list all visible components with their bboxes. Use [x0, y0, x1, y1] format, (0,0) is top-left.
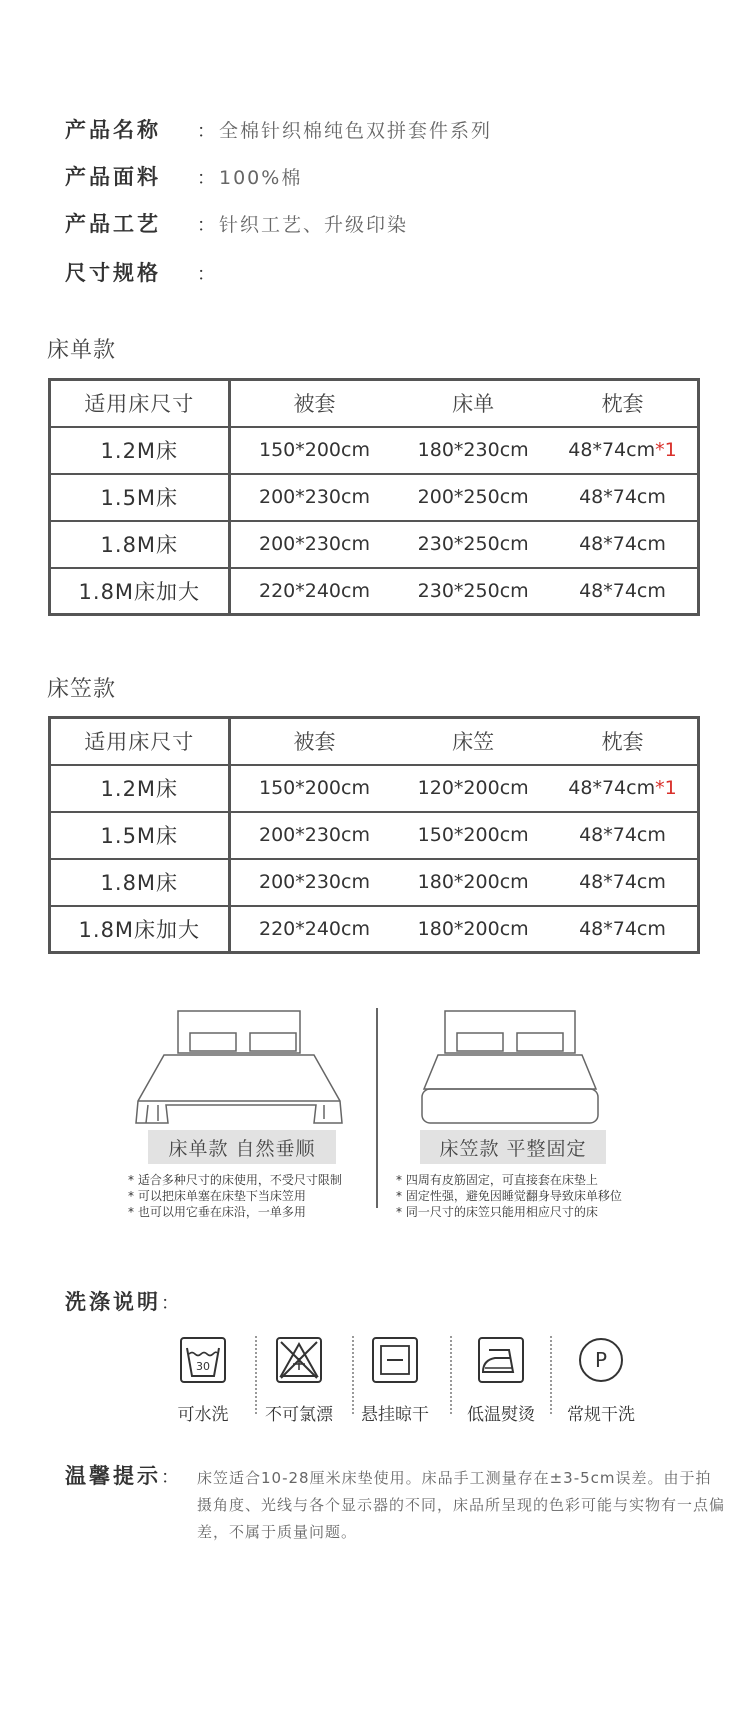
- wash-label: 常规干洗: [567, 1405, 635, 1425]
- hang-dry-icon: [371, 1336, 419, 1384]
- pillow-cell: [548, 765, 699, 812]
- tips-title: [65, 1460, 182, 1490]
- info-label: 产品面料: [65, 165, 161, 189]
- header-cell: 枕套: [548, 718, 699, 765]
- duvet-cell: 220*240cm: [258, 579, 370, 602]
- tips-title-text: 温馨提示: [65, 1464, 161, 1488]
- section-title-sheet: 床单款: [47, 338, 117, 363]
- info-label: 尺寸规格: [65, 261, 161, 285]
- note-line: * 可以把床单塞在床垫下当床笠用: [128, 1189, 306, 1203]
- wash-item-no-bleach: [254, 1336, 344, 1425]
- size-table-fitted: [48, 716, 700, 954]
- sheet-cell: 200*250cm: [398, 474, 548, 521]
- washing-title-text: 洗涤说明: [65, 1290, 161, 1314]
- info-colon: ：: [197, 264, 215, 285]
- note-line: * 同一尺寸的床笠只能用相应尺寸的床: [396, 1205, 598, 1219]
- info-value: 针织工艺、升级印染: [219, 214, 409, 236]
- dotted-divider: [450, 1336, 452, 1414]
- pillow-value: 48*74cm: [568, 777, 656, 799]
- size-cell: 1.8M床加大: [50, 568, 230, 615]
- table-header-row: [50, 380, 699, 427]
- wash-30-icon: [179, 1336, 227, 1384]
- iron-low-icon: [477, 1336, 525, 1384]
- wash-label: 悬挂晾干: [361, 1405, 429, 1425]
- pillow-cell: 48*74cm: [579, 917, 666, 940]
- pillow-cell: 48*74cm: [548, 521, 699, 568]
- info-row-fabric: [65, 161, 302, 191]
- size-cell: 1.5M床: [50, 812, 230, 859]
- info-row-name: [65, 114, 492, 144]
- duvet-cell: 220*240cm: [258, 917, 370, 940]
- note-line: * 适合多种尺寸的床使用，不受尺寸限制: [128, 1173, 342, 1187]
- header-cell: 被套: [229, 718, 398, 765]
- washing-title: [65, 1286, 182, 1316]
- dotted-divider: [550, 1336, 552, 1414]
- wash-label: 可水洗: [177, 1405, 229, 1425]
- pillow-cell: 48*74cm: [579, 579, 666, 602]
- pillow-cell: [548, 427, 699, 474]
- table-row: [50, 859, 699, 906]
- wash-item-hang-dry: [350, 1336, 440, 1425]
- table-row: [50, 765, 699, 812]
- info-row-craft: [65, 208, 408, 238]
- header-cell: 适用床尺寸: [50, 380, 230, 427]
- size-table-sheet: [48, 378, 700, 616]
- duvet-cell: 150*200cm: [229, 765, 398, 812]
- duvet-cell: 200*230cm: [229, 474, 398, 521]
- fitted-cell: 180*200cm: [417, 917, 529, 940]
- fitted-sheet-bed-illustration: [410, 1005, 610, 1135]
- wash-item-low-iron: [456, 1336, 546, 1425]
- wash-item-machine-wash: [158, 1336, 248, 1425]
- section-title-fitted: 床笠款: [47, 677, 117, 702]
- table-row: [50, 812, 699, 859]
- size-cell: 1.2M床: [50, 427, 230, 474]
- header-cell: 床笠: [398, 718, 548, 765]
- flat-sheet-bed-illustration: [128, 1005, 364, 1135]
- dry-clean-p-icon: [577, 1336, 625, 1384]
- fitted-cell: 180*200cm: [398, 859, 548, 906]
- wash-label: 不可氯漂: [265, 1405, 333, 1425]
- note-line: * 固定性强，避免因睡觉翻身导致床单移位: [396, 1189, 622, 1203]
- info-colon: ：: [197, 215, 215, 236]
- notes-flat-sheet: [128, 1172, 358, 1220]
- fitted-cell: 120*200cm: [398, 765, 548, 812]
- size-cell: 1.5M床: [50, 474, 230, 521]
- info-row-size: [65, 257, 215, 287]
- note-line: * 四周有皮筋固定，可直接套在床垫上: [396, 1173, 598, 1187]
- sheet-cell: 230*250cm: [417, 579, 529, 602]
- wash-temp-text: 30: [196, 1360, 210, 1373]
- pillow-cell: 48*74cm: [548, 474, 699, 521]
- caption-fitted-sheet: 床笠款 平整固定: [420, 1130, 606, 1164]
- quantity-mark: *1: [655, 439, 677, 461]
- size-cell: 1.8M床: [50, 521, 230, 568]
- info-label: 产品工艺: [65, 212, 161, 236]
- pillow-value: 48*74cm: [568, 439, 656, 461]
- header-cell: 枕套: [548, 380, 699, 427]
- fitted-cell: 150*200cm: [398, 812, 548, 859]
- info-value: 100%棉: [219, 167, 303, 189]
- table-row: [50, 427, 699, 474]
- washing-colon: ：: [161, 1293, 182, 1314]
- duvet-cell: 150*200cm: [229, 427, 398, 474]
- info-label: 产品名称: [65, 118, 161, 142]
- duvet-cell: 200*230cm: [229, 521, 398, 568]
- table-row: [50, 521, 699, 568]
- tips-colon: ：: [161, 1467, 182, 1488]
- size-cell: 1.8M床: [50, 859, 230, 906]
- header-cell: 床单: [398, 380, 548, 427]
- notes-fitted-sheet: [396, 1172, 656, 1220]
- size-cell: 1.8M床加大: [50, 906, 230, 953]
- table-row: [50, 906, 699, 953]
- tips-text: 床笠适合10-28厘米床垫使用。床品手工测量存在±3-5cm误差。由于拍摄角度、光线与各个显示器的不同，床品所呈现的色彩可能与实物有一点偏差，不属于质量问题。: [197, 1469, 726, 1541]
- sheet-cell: 230*250cm: [398, 521, 548, 568]
- wash-item-dry-clean: [556, 1336, 646, 1425]
- illustration-divider: [376, 1008, 378, 1208]
- pillow-cell: 48*74cm: [548, 812, 699, 859]
- size-cell: 1.2M床: [50, 765, 230, 812]
- info-colon: ：: [197, 168, 215, 189]
- table-row: [50, 474, 699, 521]
- no-bleach-icon: [275, 1336, 323, 1384]
- table-header-row: [50, 718, 699, 765]
- caption-flat-sheet: 床单款 自然垂顺: [148, 1130, 336, 1164]
- quantity-mark: *1: [655, 777, 677, 799]
- dry-clean-letter: P: [594, 1348, 608, 1372]
- info-value: 全棉针织棉纯色双拼套件系列: [219, 120, 493, 142]
- duvet-cell: 200*230cm: [229, 859, 398, 906]
- sheet-cell: 180*230cm: [398, 427, 548, 474]
- info-colon: ：: [197, 121, 215, 142]
- header-cell: 适用床尺寸: [50, 718, 230, 765]
- note-line: * 也可以用它垂在床沿，一单多用: [128, 1205, 306, 1219]
- table-row: [50, 568, 699, 615]
- duvet-cell: 200*230cm: [229, 812, 398, 859]
- header-cell: 被套: [229, 380, 398, 427]
- pillow-cell: 48*74cm: [548, 859, 699, 906]
- wash-label: 低温熨烫: [467, 1405, 535, 1425]
